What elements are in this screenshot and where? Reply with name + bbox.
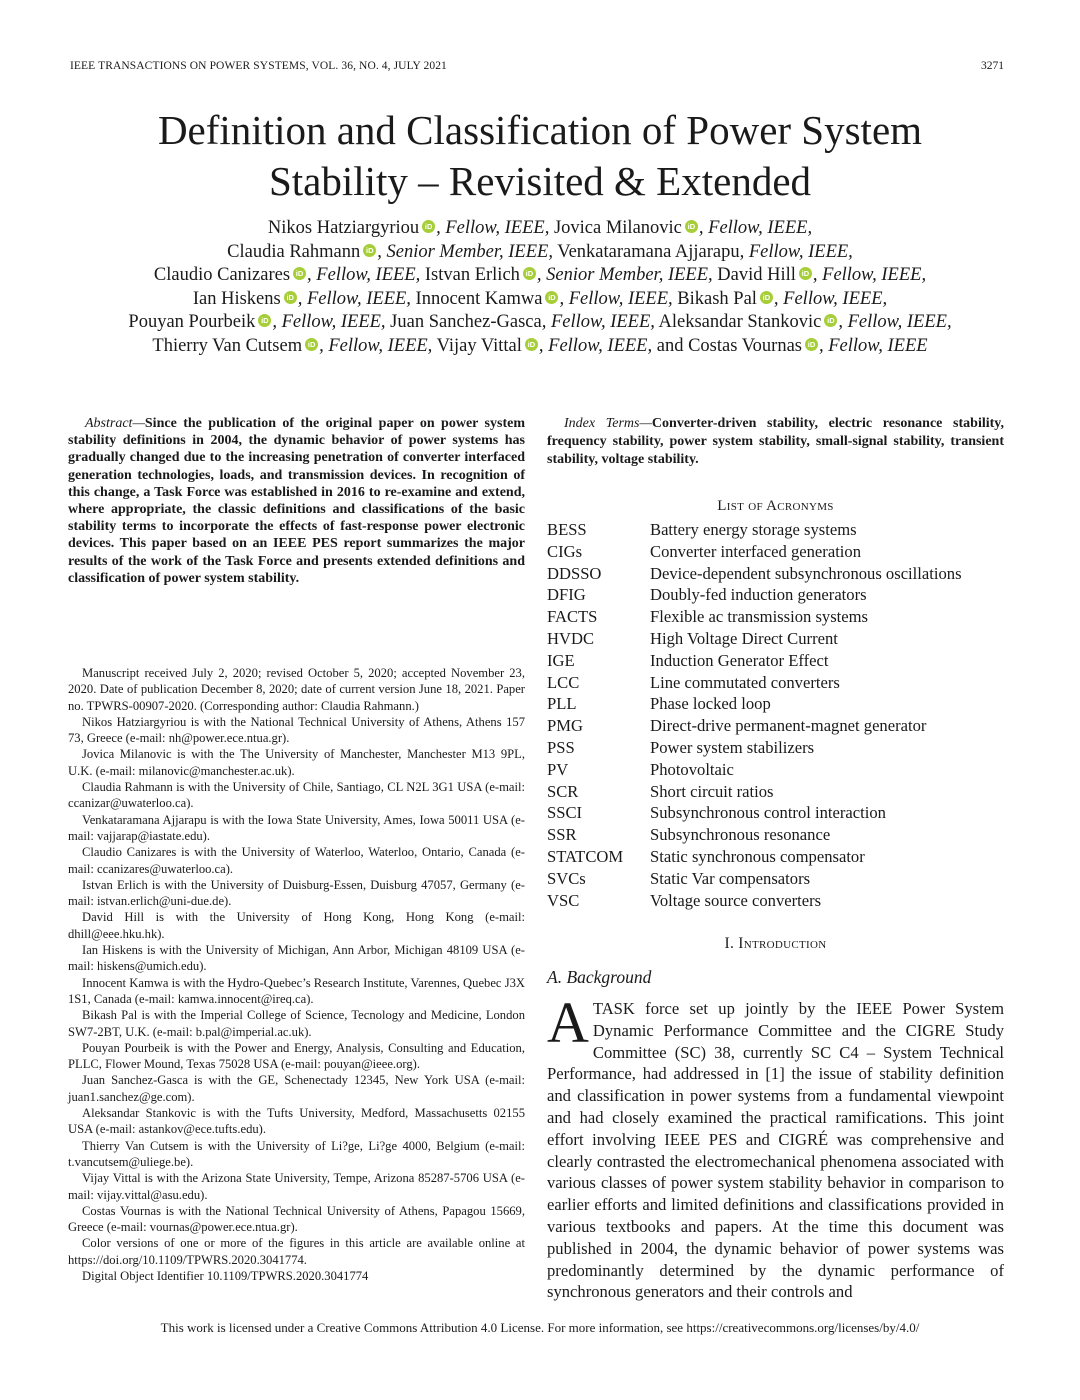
orcid-icon[interactable]: iD	[305, 338, 318, 351]
acronym-definition: Static synchronous compensator	[650, 846, 865, 866]
orcid-icon[interactable]: iD	[824, 314, 837, 327]
footnote-affiliation: Aleksandar Stankovic is with the Tufts University, Medford, Massachusetts 02155 USA (e-mail: astankov@ece.tufts.edu).	[68, 1106, 525, 1137]
author-name: Vijay Vittal	[432, 335, 522, 356]
acronym-definition: Static Var compensators	[650, 868, 811, 888]
acronym-abbreviation: PV	[547, 759, 569, 779]
index-terms-text: Converter-driven stability, electric resonance stability, frequency stability, power system stability, small-signal stability, transient stability, voltage stability.	[547, 416, 1004, 467]
footnote-affiliation: Claudio Canizares is with the University of Waterloo, Waterloo, Ontario, Canada (e-mail: ccanizares@uwaterloo.ca).	[68, 845, 525, 876]
acronym-row	[547, 519, 1007, 541]
acronym-row	[547, 563, 1007, 585]
author-line-4	[40, 288, 1040, 312]
acronym-abbreviation: PMG	[547, 716, 583, 736]
author-name: Istvan Erlich	[420, 265, 520, 286]
acronym-definition: Power system stabilizers	[650, 737, 815, 757]
author-name: Jovica Milanovic	[549, 218, 682, 238]
author-grade: , Fellow, IEEE,	[319, 335, 433, 356]
orcid-icon[interactable]: iD	[685, 220, 698, 233]
title-line-2: Stability – Revisited & Extended	[268, 158, 812, 204]
acronym-definition: Device-dependent subsynchronous oscillations	[650, 563, 962, 583]
acronym-row	[547, 628, 1007, 650]
author-line-5	[40, 311, 1040, 335]
author-grade: , Fellow, IEEE,	[559, 288, 673, 309]
orcid-icon[interactable]: iD	[545, 291, 558, 304]
author-grade: , Fellow, IEEE,	[698, 218, 813, 238]
acronym-row	[547, 672, 1007, 694]
acronym-abbreviation: PLL	[547, 694, 577, 714]
author-grade: , Fellow, IEEE,	[538, 335, 653, 356]
footnote-affiliation: Vijay Vittal is with the Arizona State University, Tempe, Arizona 85287-5706 USA (e-mail: vijay.vittal@asu.edu).	[68, 1171, 525, 1202]
acronyms-title: List of Acronyms	[717, 498, 834, 514]
author-name: Ian Hiskens	[192, 288, 281, 309]
author-name: Juan Sanchez-Gasca	[385, 312, 542, 333]
author-grade: , Fellow, IEEE,	[272, 312, 386, 333]
acronyms-list	[547, 519, 1007, 911]
section-title: I. Introduction	[724, 935, 827, 952]
orcid-icon[interactable]: iD	[523, 267, 536, 280]
author-name: David Hill	[712, 265, 796, 286]
footnote-affiliation: Innocent Kamwa is with the Hydro-Quebec’s Research Institute, Varennes, Quebec J3X 1S1, Canada (e-mail: kamwa.innocent@ireq.ca).	[68, 975, 525, 1006]
author-name: Claudia Rahmann	[227, 241, 361, 262]
acronym-row	[547, 781, 1007, 803]
paper-title	[60, 105, 1020, 207]
page-number: 3271	[981, 60, 1004, 72]
acronym-row	[547, 541, 1007, 563]
footnote-affiliation: Venkataramana Ajjarapu is with the Iowa State University, Ames, Iowa 50011 USA (e-mail: vajjarap@iastate.edu).	[68, 812, 525, 843]
orcid-icon[interactable]: iD	[293, 267, 306, 280]
orcid-icon[interactable]: iD	[760, 291, 773, 304]
footnotes	[68, 665, 525, 1284]
acronym-definition: Induction Generator Effect	[650, 650, 829, 670]
author-name: Pouyan Pourbeik	[128, 312, 256, 333]
title-line-1: Definition and Classification of Power System	[157, 107, 923, 153]
acronym-definition: Subsynchronous control interaction	[650, 803, 886, 823]
introduction-text: TASK force set up jointly by the IEEE Power System Dynamic Performance Committee and the CIGRE Study Committee (SC) 38, currently SC C4 – System Technical Performance, had addressed in [1] the issue of stability definition and classification in power systems from a fundamental viewpoint and had closely examined the practical ramifications. This joint effort involving IEEE PES and CIGRÉ was comprehensive and clearly contrasted the electromechanical phenomena associated with various classes of power system stability behavior in comparison to earlier efforts and limited definitions and classifications provided in various textbooks and papers. At the time this document was published in 2004, the dynamic behavior of power systems was predominantly determined by the dynamic performance of synchronous generators and their controls and	[547, 999, 1004, 1302]
orcid-icon[interactable]: iD	[525, 338, 538, 351]
author-name: Bikash Pal	[672, 288, 757, 309]
orcid-icon[interactable]: iD	[422, 220, 435, 233]
abstract-text: Since the publication of the original paper on power system stability definitions in 2004, the dynamic behavior of power systems has gradually changed due to the increasing penetration of converter interfaced generation technologies, loads, and transmission devices. In recognition of this change, a Task Force was established in 2016 to re-examine and extend, where appropriate, the classic definitions and classifications of the basic stability terms to incorporate the effects of fast-response power electronic devices. This paper based on an IEEE PES report summarizes the major results of the work of the Task Force and presents extended definitions and classification of power system stability.	[68, 416, 525, 586]
acronym-row	[547, 584, 1007, 606]
footnote-doi: Digital Object Identifier 10.1109/TPWRS.2020.3041774	[82, 1268, 369, 1283]
orcid-icon[interactable]: iD	[284, 291, 297, 304]
acronym-definition: Phase locked loop	[650, 694, 771, 714]
author-grade: , Fellow, IEEE,	[812, 265, 927, 286]
author-grade: , Fellow, IEEE,	[838, 312, 952, 333]
orcid-icon[interactable]: iD	[805, 338, 818, 351]
acronym-definition: Short circuit ratios	[650, 781, 774, 801]
acronym-abbreviation: VSC	[547, 890, 580, 910]
acronym-abbreviation: HVDC	[547, 628, 595, 648]
author-name: Aleksandar Stankovic	[654, 312, 822, 333]
acronym-row	[547, 715, 1007, 737]
acronym-abbreviation: STATCOM	[547, 846, 624, 866]
acronym-definition: Line commutated converters	[650, 672, 840, 692]
footnote-affiliation: David Hill is with the University of Hong Kong, Hong Kong (e-mail: dhill@eee.hku.hk).	[68, 910, 525, 941]
acronym-row	[547, 890, 1007, 912]
author-name: Claudio Canizares	[153, 265, 291, 286]
acronym-definition: Voltage source converters	[650, 890, 822, 910]
footnote-affiliation: Istvan Erlich is with the University of Duisburg-Essen, Duisburg 47057, Germany (e-mail: istvan.erlich@uni-due.de).	[68, 877, 525, 909]
acronym-abbreviation: LCC	[547, 672, 580, 692]
author-line-1	[40, 217, 1040, 241]
abstract-label: Abstract—	[85, 416, 145, 431]
abstract	[68, 415, 525, 587]
acronym-row	[547, 802, 1007, 824]
acronym-definition: Battery energy storage systems	[650, 520, 857, 539]
orcid-icon[interactable]: iD	[363, 244, 376, 257]
acronym-definition: Photovoltaic	[650, 759, 734, 779]
footnote-color-versions: Color versions of one or more of the figures in this article are available online at https://doi.org/10.1109/TPWRS.2020.3041774.	[68, 1236, 525, 1267]
orcid-icon[interactable]: iD	[258, 314, 271, 327]
author-grade: , Fellow, IEEE,	[436, 218, 550, 238]
acronym-row	[547, 759, 1007, 781]
footnote-manuscript: Manuscript received July 2, 2020; revised October 5, 2020; accepted November 23, 2020. Date of publication December 8, 2020; date of current version June 18, 2021. Paper no. TPWRS-00907-2020. (Corresponding author: Claudia Rahmann.)	[68, 666, 525, 713]
license-notice: This work is licensed under a Creative Commons Attribution 4.0 License. For more information, see https://creativecommons.org/licenses/by/4.0/	[160, 1320, 920, 1335]
acronym-row	[547, 846, 1007, 868]
subsection-title: A. Background	[547, 967, 652, 987]
acronym-abbreviation: DDSSO	[547, 563, 602, 583]
author-name: Venkataramana Ajjarapu	[552, 241, 740, 262]
footnote-affiliation: Nikos Hatziargyriou is with the National Technical University of Athens, Athens 157 73, Greece (e-mail: nh@power.ece.ntua.gr).	[68, 714, 525, 746]
author-line-6	[40, 335, 1040, 359]
acronym-row	[547, 868, 1007, 890]
footnote-affiliation: Ian Hiskens is with the University of Michigan, Ann Arbor, Michigan 48109 USA (e-mail: hiskens@umich.edu).	[68, 943, 525, 974]
acronym-abbreviation: SVCs	[547, 868, 586, 888]
acronym-abbreviation: FACTS	[547, 607, 598, 627]
orcid-icon[interactable]: iD	[799, 267, 812, 280]
footnote-affiliation: Pouyan Pourbeik is with the Power and Energy, Analysis, Consulting and Education, PLLC, Flower Mound, Texas 75028 USA (e-mail: pouyan@ieee.org).	[68, 1040, 525, 1072]
author-grade: , Senior Member, IEEE,	[377, 241, 553, 262]
acronym-definition: Doubly-fed induction generators	[650, 585, 867, 605]
acronym-abbreviation: PSS	[547, 737, 575, 757]
author-name: Innocent Kamwa	[410, 288, 543, 309]
acronym-definition: Direct-drive permanent-magnet generator	[650, 716, 927, 736]
acronym-row	[547, 737, 1007, 759]
acronym-abbreviation: SSR	[547, 825, 577, 845]
drop-cap: A	[547, 990, 589, 1055]
author-grade: , Fellow, IEEE,	[739, 241, 853, 262]
acronym-definition: Subsynchronous resonance	[650, 825, 831, 845]
acronym-row	[547, 606, 1007, 628]
acronym-abbreviation: DFIG	[547, 585, 586, 605]
acronym-abbreviation: SSCI	[547, 803, 583, 823]
author-grade: , Fellow, IEEE	[819, 335, 928, 356]
acronym-abbreviation: BESS	[547, 520, 587, 539]
author-grade: , Fellow, IEEE,	[541, 312, 655, 333]
author-grade: , Senior Member, IEEE,	[536, 265, 713, 286]
author-list	[40, 217, 1040, 359]
footnote-affiliation: Bikash Pal is with the Imperial College of Science, Tecnology and Medicine, London SW7-2BT, U.K. (e-mail: b.pal@imperial.ac.uk).	[68, 1008, 525, 1039]
footnote-affiliation: Juan Sanchez-Gasca is with the GE, Schenectady 12345, New York USA (e-mail: juan1.sanchez@ge.com).	[68, 1073, 525, 1104]
acronym-row	[547, 650, 1007, 672]
footnote-affiliation: Thierry Van Cutsem is with the University of Li?ge, Li?ge 4000, Belgium (e-mail: t.vancutsem@uliege.be).	[68, 1138, 525, 1169]
acronym-row	[547, 824, 1007, 846]
acronym-abbreviation: IGE	[547, 650, 575, 670]
author-line-3	[40, 264, 1040, 288]
acronym-abbreviation: CIGs	[547, 541, 583, 561]
acronym-abbreviation: SCR	[547, 781, 579, 801]
author-grade: , Fellow, IEEE,	[773, 288, 888, 309]
author-name: Nikos Hatziargyriou	[267, 218, 420, 238]
author-name: and Costas Vournas	[652, 335, 802, 356]
footnote-affiliation: Costas Vournas is with the National Technical University of Athens, Papagou 15669, Greece (e-mail: vournas@power.ece.ntua.gr).	[68, 1203, 525, 1235]
author-line-2	[40, 241, 1040, 265]
author-grade: , Fellow, IEEE,	[307, 265, 421, 286]
introduction-body	[547, 990, 1004, 1303]
acronym-definition: Flexible ac transmission systems	[650, 607, 869, 627]
acronym-definition: High Voltage Direct Current	[650, 628, 838, 648]
author-grade: , Fellow, IEEE,	[297, 288, 411, 309]
index-terms	[547, 415, 1004, 469]
author-name: Thierry Van Cutsem	[152, 335, 303, 356]
acronym-row	[547, 693, 1007, 715]
footnote-affiliation: Jovica Milanovic is with the The University of Manchester, Manchester M13 9PL, U.K. (e-mail: milanovic@manchester.ac.uk).	[68, 747, 525, 778]
footnote-affiliation: Claudia Rahmann is with the University of Chile, Santiago, CL N2L 3G1 USA (e-mail: ccanizar@uwaterloo.ca).	[68, 780, 525, 811]
index-terms-label: Index Terms—	[564, 416, 652, 431]
acronym-definition: Converter interfaced generation	[650, 541, 862, 561]
journal-header: IEEE TRANSACTIONS ON POWER SYSTEMS, VOL. 36, NO. 4, JULY 2021	[70, 60, 447, 72]
